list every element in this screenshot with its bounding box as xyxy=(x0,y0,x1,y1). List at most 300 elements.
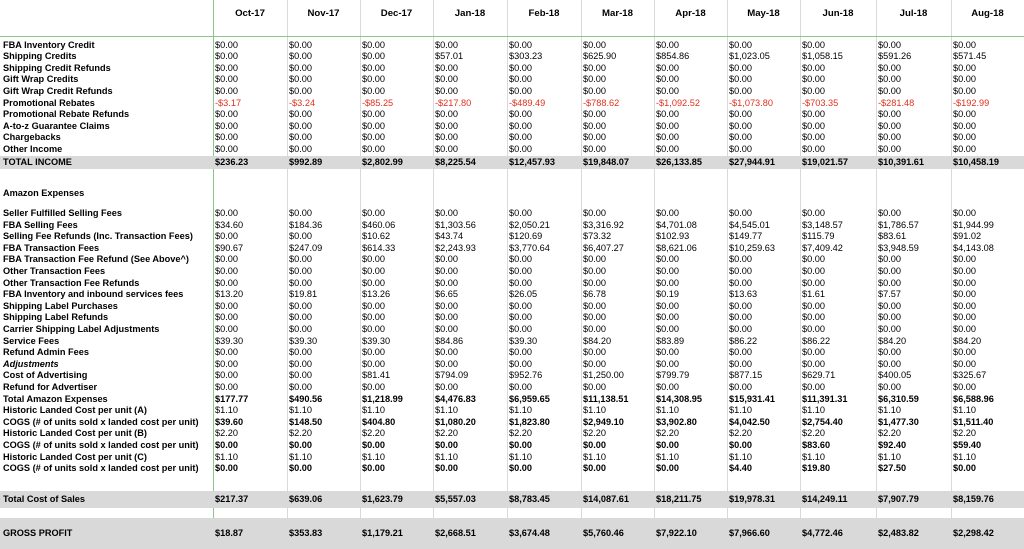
value-cell[interactable]: $27.50 xyxy=(878,463,907,474)
value-cell[interactable]: $2.20 xyxy=(729,428,752,439)
value-cell[interactable]: -$3.17 xyxy=(215,97,242,108)
value-cell[interactable]: $39.60 xyxy=(215,416,244,427)
value-cell[interactable]: $0.00 xyxy=(729,382,752,392)
row-label[interactable]: Shipping Credit Refunds xyxy=(3,62,111,73)
value-cell[interactable]: $6.78 xyxy=(583,289,606,300)
value-cell[interactable]: $992.89 xyxy=(289,156,323,167)
column-header-apr-18[interactable]: Apr-18 xyxy=(675,8,706,19)
value-cell[interactable]: $0.00 xyxy=(729,39,752,50)
value-cell[interactable]: $0.00 xyxy=(953,277,976,288)
value-cell[interactable]: $0.00 xyxy=(656,109,679,120)
value-cell[interactable]: $1,823.80 xyxy=(509,416,550,427)
value-cell[interactable]: $1,477.30 xyxy=(878,416,919,427)
value-cell[interactable]: $0.00 xyxy=(953,463,976,474)
value-cell[interactable]: $149.77 xyxy=(729,231,763,242)
row-label[interactable]: Shipping Label Refunds xyxy=(3,312,109,323)
value-cell[interactable]: $11,138.51 xyxy=(583,393,629,404)
value-cell[interactable]: $2.20 xyxy=(435,428,458,439)
value-cell[interactable]: $0.00 xyxy=(289,266,312,276)
value-cell[interactable]: $0.00 xyxy=(802,120,825,131)
value-cell[interactable]: $0.00 xyxy=(362,324,385,334)
value-cell[interactable]: $0.00 xyxy=(878,347,901,358)
value-cell[interactable]: $0.00 xyxy=(215,358,238,369)
value-cell[interactable]: $1.10 xyxy=(289,451,312,462)
value-cell[interactable]: $15,931.41 xyxy=(729,393,775,404)
value-cell[interactable]: $2,298.42 xyxy=(953,528,994,538)
value-cell[interactable]: $39.30 xyxy=(215,335,244,346)
value-cell[interactable]: $0.00 xyxy=(583,358,606,369)
value-cell[interactable]: $19,021.57 xyxy=(802,156,848,167)
value-cell[interactable]: $325.67 xyxy=(953,370,987,381)
value-cell[interactable]: $6.65 xyxy=(435,289,458,300)
row-label[interactable]: GROSS PROFIT xyxy=(3,528,73,538)
value-cell[interactable]: -$192.99 xyxy=(953,97,990,108)
value-cell[interactable]: $11,391.31 xyxy=(802,393,848,404)
value-cell[interactable]: $0.00 xyxy=(362,266,385,276)
value-cell[interactable]: $0.00 xyxy=(289,312,312,323)
value-cell[interactable]: $0.00 xyxy=(656,382,679,392)
row-label[interactable]: COGS (# of units sold x landed cost per unit) xyxy=(3,440,199,450)
value-cell[interactable]: $0.00 xyxy=(878,382,901,392)
value-cell[interactable]: $0.00 xyxy=(215,120,238,131)
value-cell[interactable]: $0.00 xyxy=(583,143,606,154)
value-cell[interactable]: $1.10 xyxy=(802,405,825,416)
value-cell[interactable]: $0.00 xyxy=(802,324,825,334)
value-cell[interactable]: $0.00 xyxy=(509,277,532,288)
value-cell[interactable]: $0.00 xyxy=(215,254,238,265)
value-cell[interactable]: $0.00 xyxy=(583,347,606,358)
value-cell[interactable]: $1.10 xyxy=(509,451,532,462)
value-cell[interactable]: $19,848.07 xyxy=(583,156,629,167)
value-cell[interactable]: $0.00 xyxy=(509,300,532,311)
value-cell[interactable]: $2.20 xyxy=(802,428,825,439)
value-cell[interactable]: $19.80 xyxy=(802,463,831,474)
value-cell[interactable]: $1,023.05 xyxy=(729,51,770,62)
value-cell[interactable]: $2,050.21 xyxy=(509,219,550,230)
value-cell[interactable]: $1.61 xyxy=(802,289,825,300)
value-cell[interactable]: $0.00 xyxy=(289,120,312,131)
value-cell[interactable]: $0.00 xyxy=(362,143,385,154)
value-cell[interactable]: $0.00 xyxy=(362,208,385,218)
value-cell[interactable]: $0.00 xyxy=(729,324,752,334)
value-cell[interactable]: $0.00 xyxy=(215,440,238,450)
value-cell[interactable]: $1.10 xyxy=(953,451,976,462)
value-cell[interactable]: $84.20 xyxy=(878,335,907,346)
row-label[interactable]: Other Transaction Fee Refunds xyxy=(3,277,140,288)
value-cell[interactable]: $0.00 xyxy=(802,312,825,323)
value-cell[interactable]: $303.23 xyxy=(509,51,543,62)
value-cell[interactable]: $0.00 xyxy=(289,143,312,154)
value-cell[interactable]: $0.00 xyxy=(509,347,532,358)
value-cell[interactable]: $0.00 xyxy=(878,300,901,311)
value-cell[interactable]: $0.19 xyxy=(656,289,679,300)
value-cell[interactable]: $0.00 xyxy=(289,382,312,392)
value-cell[interactable]: $1.10 xyxy=(729,405,752,416)
value-cell[interactable]: $0.00 xyxy=(583,266,606,276)
value-cell[interactable]: $0.00 xyxy=(878,277,901,288)
value-cell[interactable]: $1,944.99 xyxy=(953,219,994,230)
value-cell[interactable]: $0.00 xyxy=(953,39,976,50)
value-cell[interactable]: $0.00 xyxy=(435,463,458,474)
value-cell[interactable]: $0.00 xyxy=(802,254,825,265)
value-cell[interactable]: $0.00 xyxy=(953,109,976,120)
value-cell[interactable]: $92.40 xyxy=(878,440,907,450)
value-cell[interactable]: $353.83 xyxy=(289,528,323,538)
value-cell[interactable]: $0.00 xyxy=(953,208,976,218)
value-cell[interactable]: $5,760.46 xyxy=(583,528,624,538)
value-cell[interactable]: $4,701.08 xyxy=(656,219,697,230)
column-header-dec-17[interactable]: Dec-17 xyxy=(380,8,413,19)
value-cell[interactable]: $0.00 xyxy=(953,62,976,73)
value-cell[interactable]: $2,754.40 xyxy=(802,416,843,427)
value-cell[interactable]: $629.71 xyxy=(802,370,836,381)
value-cell[interactable]: $0.00 xyxy=(878,62,901,73)
value-cell[interactable]: $91.02 xyxy=(953,231,982,242)
value-cell[interactable]: $0.00 xyxy=(878,132,901,143)
value-cell[interactable]: $490.56 xyxy=(289,393,323,404)
value-cell[interactable]: $1,303.56 xyxy=(435,219,476,230)
value-cell[interactable]: $0.00 xyxy=(435,85,458,96)
value-cell[interactable]: $0.00 xyxy=(435,312,458,323)
value-cell[interactable]: $0.00 xyxy=(435,324,458,334)
value-cell[interactable]: -$703.35 xyxy=(802,97,839,108)
value-cell[interactable]: $0.00 xyxy=(289,39,312,50)
value-cell[interactable]: $0.00 xyxy=(953,254,976,265)
value-cell[interactable]: $2.20 xyxy=(215,428,238,439)
value-cell[interactable]: $1,080.20 xyxy=(435,416,476,427)
value-cell[interactable]: $0.00 xyxy=(729,277,752,288)
row-label[interactable]: Other Income xyxy=(3,143,63,154)
value-cell[interactable]: $0.00 xyxy=(289,208,312,218)
value-cell[interactable]: $18,211.75 xyxy=(656,494,702,504)
value-cell[interactable]: $2,802.99 xyxy=(362,156,403,167)
value-cell[interactable]: $0.00 xyxy=(362,382,385,392)
value-cell[interactable]: $5,557.03 xyxy=(435,494,476,504)
value-cell[interactable]: $0.00 xyxy=(435,109,458,120)
value-cell[interactable]: $0.00 xyxy=(289,74,312,85)
row-label[interactable]: FBA Transaction Fees xyxy=(3,242,100,253)
value-cell[interactable]: $0.00 xyxy=(729,266,752,276)
value-cell[interactable]: $0.00 xyxy=(802,109,825,120)
value-cell[interactable]: $2.20 xyxy=(362,428,385,439)
row-label[interactable]: Promotional Rebate Refunds xyxy=(3,109,130,120)
value-cell[interactable]: $8,225.54 xyxy=(435,156,476,167)
row-label[interactable]: Adjustments xyxy=(3,358,59,369)
value-cell[interactable]: $0.00 xyxy=(656,463,679,474)
value-cell[interactable]: $0.00 xyxy=(583,382,606,392)
value-cell[interactable]: $614.33 xyxy=(362,242,396,253)
value-cell[interactable]: $1.10 xyxy=(583,451,606,462)
value-cell[interactable]: $0.00 xyxy=(583,85,606,96)
value-cell[interactable]: $27,944.91 xyxy=(729,156,775,167)
value-cell[interactable]: $0.00 xyxy=(362,300,385,311)
value-cell[interactable]: $0.00 xyxy=(802,132,825,143)
value-cell[interactable]: $0.00 xyxy=(215,143,238,154)
value-cell[interactable]: $0.00 xyxy=(435,266,458,276)
value-cell[interactable]: $0.00 xyxy=(435,39,458,50)
value-cell[interactable]: $0.00 xyxy=(435,358,458,369)
value-cell[interactable]: $0.00 xyxy=(656,143,679,154)
value-cell[interactable]: $0.00 xyxy=(362,463,385,474)
value-cell[interactable]: $13.63 xyxy=(729,289,758,300)
value-cell[interactable]: $0.00 xyxy=(509,62,532,73)
row-label[interactable]: Total Cost of Sales xyxy=(3,494,86,504)
value-cell[interactable]: $0.00 xyxy=(435,300,458,311)
value-cell[interactable]: $0.00 xyxy=(289,85,312,96)
value-cell[interactable]: $0.00 xyxy=(802,266,825,276)
value-cell[interactable]: $1.10 xyxy=(362,451,385,462)
value-cell[interactable]: $1.10 xyxy=(802,451,825,462)
row-label[interactable]: Service Fees xyxy=(3,335,60,346)
value-cell[interactable]: $0.00 xyxy=(435,120,458,131)
value-cell[interactable]: $0.00 xyxy=(509,39,532,50)
value-cell[interactable]: $0.00 xyxy=(802,74,825,85)
value-cell[interactable]: -$3.24 xyxy=(289,97,316,108)
value-cell[interactable]: $6,407.27 xyxy=(583,242,624,253)
value-cell[interactable]: $0.00 xyxy=(953,120,976,131)
value-cell[interactable]: $43.74 xyxy=(435,231,464,242)
value-cell[interactable]: $59.40 xyxy=(953,440,982,450)
value-cell[interactable]: $3,316.92 xyxy=(583,219,624,230)
value-cell[interactable]: $4,772.46 xyxy=(802,528,843,538)
value-cell[interactable]: $14,087.61 xyxy=(583,494,629,504)
value-cell[interactable]: $877.15 xyxy=(729,370,763,381)
value-cell[interactable]: $0.00 xyxy=(583,39,606,50)
row-label[interactable]: Chargebacks xyxy=(3,132,61,143)
value-cell[interactable]: $73.32 xyxy=(583,231,612,242)
value-cell[interactable]: $0.00 xyxy=(435,347,458,358)
value-cell[interactable]: $0.00 xyxy=(953,143,976,154)
value-cell[interactable]: $0.00 xyxy=(953,347,976,358)
value-cell[interactable]: $0.00 xyxy=(362,120,385,131)
value-cell[interactable]: $0.00 xyxy=(953,266,976,276)
value-cell[interactable]: $0.00 xyxy=(729,85,752,96)
value-cell[interactable]: $0.00 xyxy=(435,62,458,73)
value-cell[interactable]: $0.00 xyxy=(729,358,752,369)
value-cell[interactable]: $0.00 xyxy=(289,300,312,311)
value-cell[interactable]: $0.00 xyxy=(656,266,679,276)
row-label[interactable]: A-to-z Guarantee Claims xyxy=(3,120,110,131)
value-cell[interactable]: $0.00 xyxy=(953,324,976,334)
row-label[interactable]: Refund Admin Fees xyxy=(3,347,89,358)
value-cell[interactable]: $2,243.93 xyxy=(435,242,476,253)
value-cell[interactable]: $1,786.57 xyxy=(878,219,919,230)
value-cell[interactable]: $0.00 xyxy=(509,109,532,120)
value-cell[interactable]: $0.00 xyxy=(215,208,238,218)
column-header-nov-17[interactable]: Nov-17 xyxy=(307,8,340,19)
value-cell[interactable]: $81.41 xyxy=(362,370,391,381)
value-cell[interactable]: $0.00 xyxy=(802,143,825,154)
value-cell[interactable]: $10,259.63 xyxy=(729,242,775,253)
value-cell[interactable]: $0.00 xyxy=(656,132,679,143)
value-cell[interactable]: $0.00 xyxy=(729,62,752,73)
row-label[interactable]: Historic Landed Cost per unit (B) xyxy=(3,428,147,439)
value-cell[interactable]: $236.23 xyxy=(215,156,249,167)
value-cell[interactable]: $0.00 xyxy=(729,143,752,154)
value-cell[interactable]: $0.00 xyxy=(656,347,679,358)
value-cell[interactable]: $0.00 xyxy=(509,324,532,334)
value-cell[interactable]: $26.05 xyxy=(509,289,538,300)
value-cell[interactable]: $0.00 xyxy=(362,51,385,62)
value-cell[interactable]: $0.00 xyxy=(509,120,532,131)
value-cell[interactable]: $0.00 xyxy=(953,132,976,143)
value-cell[interactable]: $0.00 xyxy=(215,312,238,323)
column-header-jul-18[interactable]: Jul-18 xyxy=(899,8,928,19)
value-cell[interactable]: $0.00 xyxy=(656,324,679,334)
value-cell[interactable]: $0.00 xyxy=(878,324,901,334)
value-cell[interactable]: $0.00 xyxy=(289,347,312,358)
value-cell[interactable]: $0.00 xyxy=(729,208,752,218)
row-label[interactable]: Historic Landed Cost per unit (C) xyxy=(3,451,147,462)
value-cell[interactable]: -$217.80 xyxy=(435,97,472,108)
value-cell[interactable]: $0.00 xyxy=(509,382,532,392)
value-cell[interactable]: $0.00 xyxy=(289,254,312,265)
value-cell[interactable]: $0.00 xyxy=(215,382,238,392)
value-cell[interactable]: $0.00 xyxy=(878,208,901,218)
value-cell[interactable]: $7.57 xyxy=(878,289,901,300)
value-cell[interactable]: $0.00 xyxy=(583,62,606,73)
value-cell[interactable]: $0.00 xyxy=(878,312,901,323)
value-cell[interactable]: $8,621.06 xyxy=(656,242,697,253)
value-cell[interactable]: $0.00 xyxy=(802,85,825,96)
row-label[interactable]: FBA Inventory and inbound services fees xyxy=(3,289,184,300)
value-cell[interactable]: $0.00 xyxy=(953,289,976,300)
value-cell[interactable]: $0.00 xyxy=(435,74,458,85)
value-cell[interactable]: -$788.62 xyxy=(583,97,620,108)
column-header-jun-18[interactable]: Jun-18 xyxy=(822,8,854,19)
value-cell[interactable]: $0.00 xyxy=(435,440,458,450)
value-cell[interactable]: $0.00 xyxy=(583,300,606,311)
row-label[interactable]: Total Amazon Expenses xyxy=(3,393,108,404)
value-cell[interactable]: $0.00 xyxy=(583,440,606,450)
value-cell[interactable]: $83.60 xyxy=(802,440,831,450)
value-cell[interactable]: $0.00 xyxy=(289,109,312,120)
value-cell[interactable]: $1.10 xyxy=(583,405,606,416)
value-cell[interactable]: $86.22 xyxy=(802,335,831,346)
value-cell[interactable]: $0.00 xyxy=(509,143,532,154)
value-cell[interactable]: $10.62 xyxy=(362,231,391,242)
value-cell[interactable]: $0.00 xyxy=(802,277,825,288)
value-cell[interactable]: $0.00 xyxy=(583,74,606,85)
value-cell[interactable]: $4,042.50 xyxy=(729,416,770,427)
value-cell[interactable]: $639.06 xyxy=(289,494,323,504)
value-cell[interactable]: $2.20 xyxy=(583,428,606,439)
value-cell[interactable]: $0.00 xyxy=(729,74,752,85)
value-cell[interactable]: $1.10 xyxy=(435,405,458,416)
value-cell[interactable]: $0.00 xyxy=(435,132,458,143)
value-cell[interactable]: $0.00 xyxy=(362,62,385,73)
value-cell[interactable]: $13.20 xyxy=(215,289,244,300)
row-label[interactable]: FBA Transaction Fee Refund (See Above^) xyxy=(3,254,189,265)
row-label[interactable]: Shipping Label Purchases xyxy=(3,300,118,311)
value-cell[interactable]: $4,476.83 xyxy=(435,393,476,404)
value-cell[interactable]: $0.00 xyxy=(802,39,825,50)
value-cell[interactable]: $794.09 xyxy=(435,370,469,381)
row-label[interactable]: Historic Landed Cost per unit (A) xyxy=(3,405,147,416)
value-cell[interactable]: $14,308.95 xyxy=(656,393,702,404)
value-cell[interactable]: $0.00 xyxy=(802,382,825,392)
value-cell[interactable]: $83.89 xyxy=(656,335,685,346)
value-cell[interactable]: $0.00 xyxy=(878,266,901,276)
value-cell[interactable]: $0.00 xyxy=(362,74,385,85)
value-cell[interactable]: $1.10 xyxy=(953,405,976,416)
value-cell[interactable]: -$489.49 xyxy=(509,97,546,108)
value-cell[interactable]: $571.45 xyxy=(953,51,987,62)
value-cell[interactable]: $0.00 xyxy=(362,358,385,369)
value-cell[interactable]: $6,959.65 xyxy=(509,393,550,404)
value-cell[interactable]: $0.00 xyxy=(729,132,752,143)
column-header-jan-18[interactable]: Jan-18 xyxy=(454,8,486,19)
value-cell[interactable]: $0.00 xyxy=(289,324,312,334)
value-cell[interactable]: $0.00 xyxy=(802,358,825,369)
value-cell[interactable]: $1.10 xyxy=(878,451,901,462)
value-cell[interactable]: $177.77 xyxy=(215,393,249,404)
value-cell[interactable]: $0.00 xyxy=(583,277,606,288)
value-cell[interactable]: $0.00 xyxy=(953,300,976,311)
value-cell[interactable]: $39.30 xyxy=(289,335,318,346)
value-cell[interactable]: $0.00 xyxy=(509,85,532,96)
value-cell[interactable]: $0.00 xyxy=(729,347,752,358)
value-cell[interactable]: $0.00 xyxy=(509,312,532,323)
value-cell[interactable]: $18.87 xyxy=(215,528,244,538)
value-cell[interactable]: $1,623.79 xyxy=(362,494,403,504)
value-cell[interactable]: $0.00 xyxy=(878,74,901,85)
value-cell[interactable]: $0.00 xyxy=(215,109,238,120)
value-cell[interactable]: $0.00 xyxy=(362,277,385,288)
row-label[interactable]: Gift Wrap Credit Refunds xyxy=(3,85,113,96)
value-cell[interactable]: $0.00 xyxy=(953,382,976,392)
value-cell[interactable]: $0.00 xyxy=(656,120,679,131)
value-cell[interactable]: $2,668.51 xyxy=(435,528,476,538)
value-cell[interactable]: $625.90 xyxy=(583,51,617,62)
value-cell[interactable]: $0.00 xyxy=(953,312,976,323)
value-cell[interactable]: $0.00 xyxy=(509,254,532,265)
value-cell[interactable]: $0.00 xyxy=(878,143,901,154)
value-cell[interactable]: $84.20 xyxy=(953,335,982,346)
value-cell[interactable]: $2,483.82 xyxy=(878,528,919,538)
value-cell[interactable]: $0.00 xyxy=(215,370,238,381)
value-cell[interactable]: $0.00 xyxy=(215,231,238,242)
value-cell[interactable]: $13.26 xyxy=(362,289,391,300)
value-cell[interactable]: $0.00 xyxy=(509,358,532,369)
value-cell[interactable]: $1,511.40 xyxy=(953,416,994,427)
value-cell[interactable]: -$281.48 xyxy=(878,97,915,108)
value-cell[interactable]: $0.00 xyxy=(656,62,679,73)
value-cell[interactable]: $1.10 xyxy=(289,405,312,416)
value-cell[interactable]: $0.00 xyxy=(656,208,679,218)
value-cell[interactable]: $12,457.93 xyxy=(509,156,555,167)
value-cell[interactable]: $404.80 xyxy=(362,416,396,427)
row-label[interactable]: FBA Selling Fees xyxy=(3,219,78,230)
value-cell[interactable]: $7,922.10 xyxy=(656,528,697,538)
value-cell[interactable]: $184.36 xyxy=(289,219,323,230)
value-cell[interactable]: $0.00 xyxy=(215,74,238,85)
value-cell[interactable]: $2.20 xyxy=(289,428,312,439)
value-cell[interactable]: $0.00 xyxy=(656,440,679,450)
value-cell[interactable]: -$1,073.80 xyxy=(729,97,773,108)
value-cell[interactable]: $0.00 xyxy=(878,39,901,50)
value-cell[interactable]: $0.00 xyxy=(878,120,901,131)
value-cell[interactable]: $0.00 xyxy=(729,440,752,450)
value-cell[interactable]: $1.10 xyxy=(656,405,679,416)
row-label[interactable]: Gift Wrap Credits xyxy=(3,74,79,85)
value-cell[interactable]: $0.00 xyxy=(583,120,606,131)
value-cell[interactable]: $0.00 xyxy=(215,39,238,50)
value-cell[interactable]: $1.10 xyxy=(435,451,458,462)
value-cell[interactable]: $4,143.08 xyxy=(953,242,994,253)
value-cell[interactable]: $0.00 xyxy=(656,85,679,96)
value-cell[interactable]: $0.00 xyxy=(215,463,238,474)
